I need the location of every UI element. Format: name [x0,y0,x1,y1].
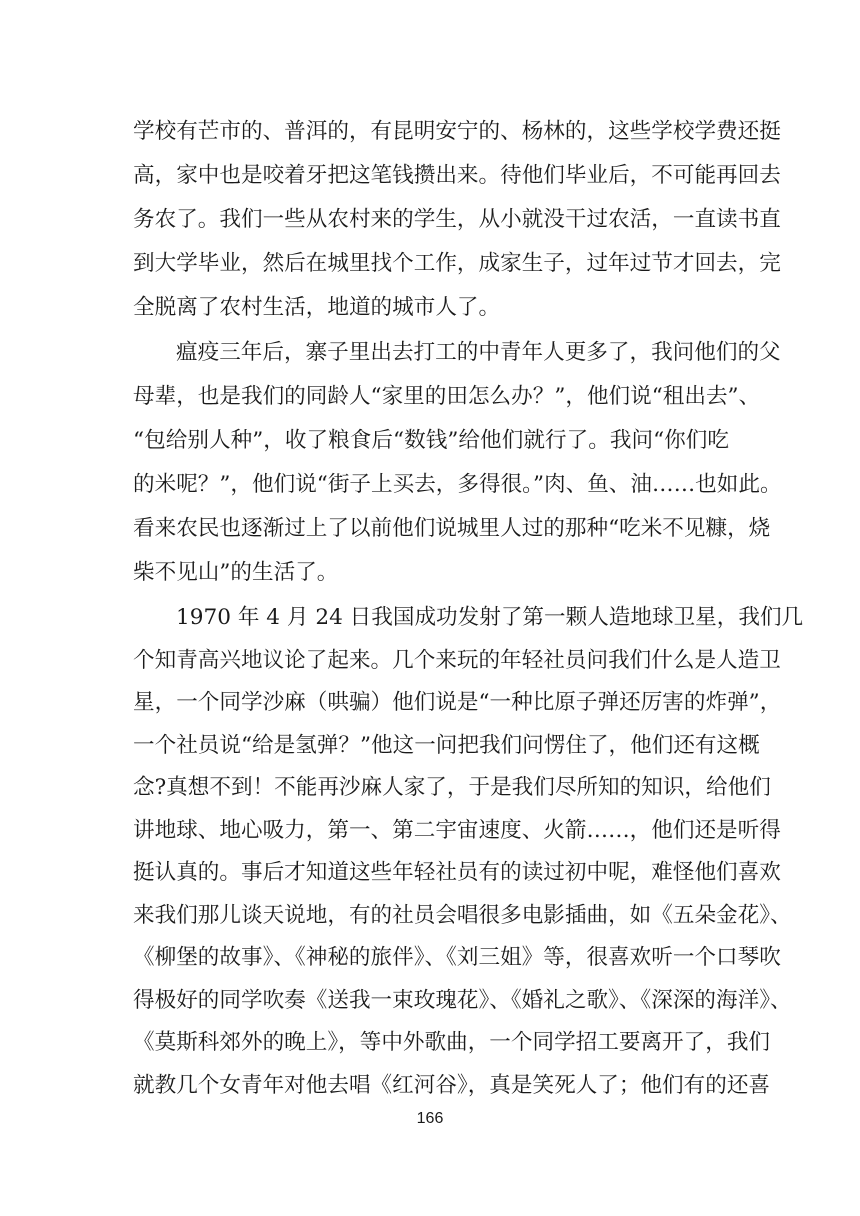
text-line: 就教几个女青年对他去唱《红河谷》，真是笑死人了；他们有的还喜 [133,1072,771,1098]
text-line: 母辈，也是我们的同龄人“家里的田怎么办？”，他们说“租出去”、 [133,384,761,409]
text-line: 《柳堡的故事》、《神秘的旅伴》、《刘三姐》等，很喜欢听一个口琴吹 [133,945,781,970]
page-number: 166 [416,1110,444,1127]
text-line: “包给别人种”，收了粮食后“数钱”给他们就行了。我问“你们吃 [133,428,729,453]
text-line: 讲地球、地心吸力，第一、第二宇宙速度、火箭……，他们还是听得 [133,817,781,843]
text-line: 柴不见山”的生活了。 [133,560,339,585]
text-line: 全脱离了农村生活，地道的城市人了。 [133,295,501,320]
text-line: 一个社员说“给是氢弹？”他这一问把我们问愣住了，他们还有这概 [133,732,760,758]
text-line: 个知青高兴地议论了起来。几个来玩的年轻社员问我们什么是人造卫 [133,647,781,673]
text-line: 挺认真的。事后才知道这些年轻社员有的读过初中呢，难怪他们喜欢 [133,860,781,885]
text-line: 到大学毕业，然后在城里找个工作，成家生子，过年过节才回去，完 [133,251,781,276]
text-line: 的米呢？”，他们说“街子上买去，多得很。”肉、鱼、油……也如此。 [133,472,782,497]
text-line: 1970 年 4 月 24 日我国成功发射了第一颗人造地球卫星，我们几 [176,605,804,630]
text-line: 务农了。我们一些从农村来的学生，从小就没干过农活，一直读书直 [133,207,781,232]
text-line: 星，一个同学沙麻（哄骗）他们说是“一种比原子弹还厉害的炸弹”， [133,690,782,715]
text-line: 看来农民也逐渐过上了以前他们说城里人过的那种“吃米不见糠，烧 [133,516,771,541]
text-line: 瘟疫三年后，寨子里出去打工的中青年人更多了，我问他们的父 [176,340,781,365]
text-line: 学校有芒市的、普洱的，有昆明安宁的、杨林的，这些学校学费还挺 [133,119,781,144]
text-line: 高，家中也是咬着牙把这笔钱攒出来。待他们毕业后，不可能再回去 [133,163,781,188]
text-line: 得极好的同学吹奏《送我一束玫瑰花》、《婚礼之歌》、《深深的海洋》、 [133,987,792,1013]
text-line: 来我们那儿谈天说地，有的社员会唱很多电影插曲，如《五朵金花》、 [133,902,792,928]
text-line: 念?真想不到！不能再沙麻人家了，于是我们尽所知的知识，给他们 [133,775,771,800]
text-line: 《莫斯科郊外的晚上》，等中外歌曲，一个同学招工要离开了，我们 [133,1030,771,1055]
